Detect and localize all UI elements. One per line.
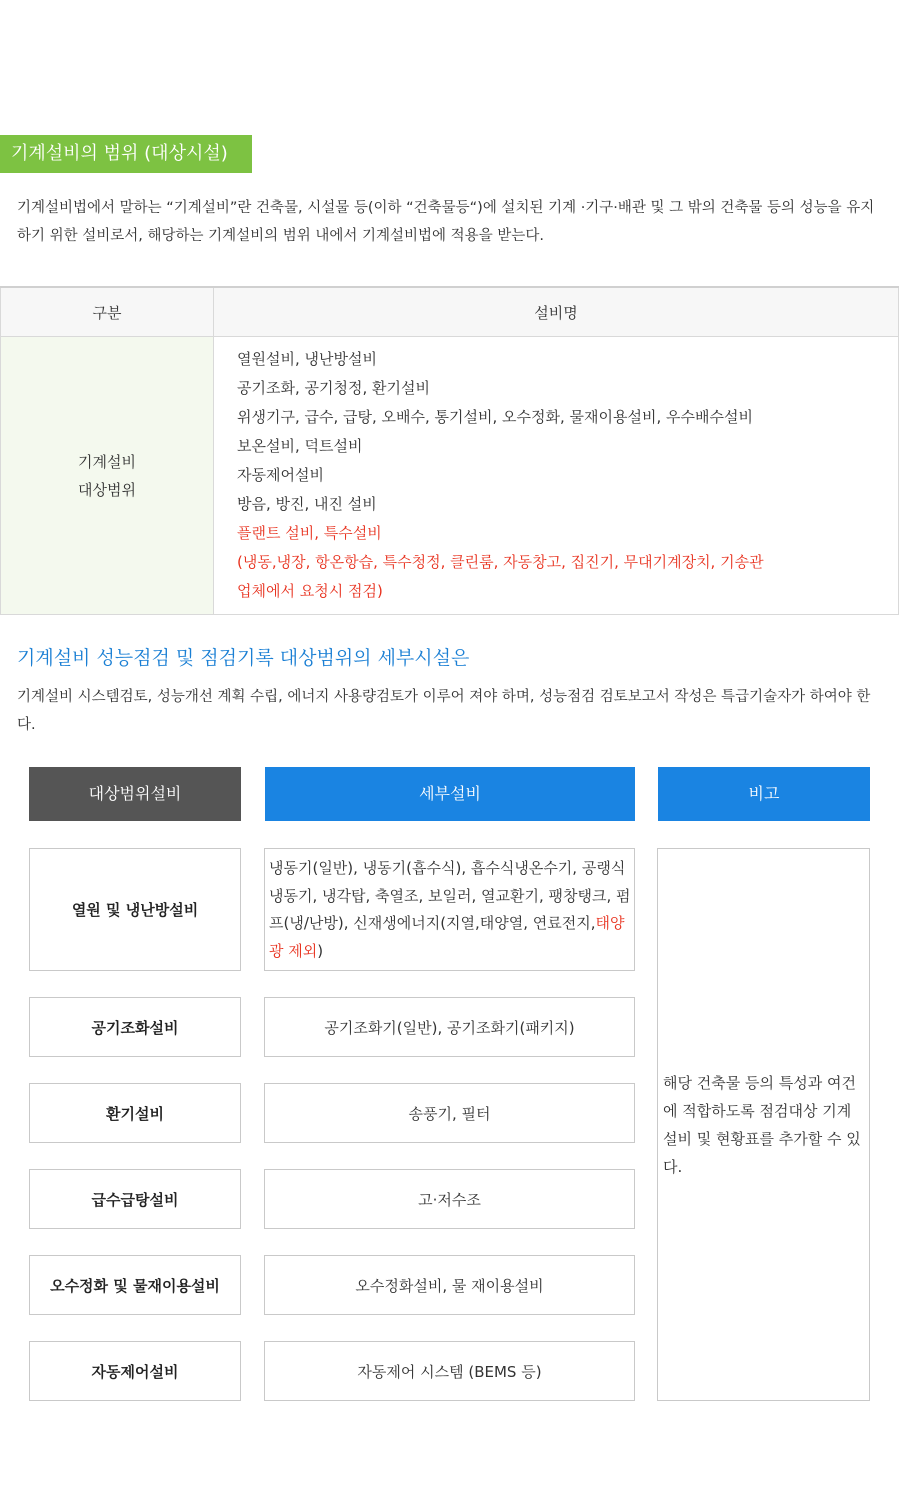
detail-excluded: 태양광 제외	[269, 914, 625, 960]
detail-water-supply: 고·저수조	[264, 1169, 635, 1229]
scope-table-header-row	[1, 287, 899, 337]
category-ventilation: 환기설비	[29, 1083, 241, 1143]
scope-item: 보온설비, 덕트설비	[237, 437, 363, 455]
scope-table-row	[1, 337, 899, 615]
scope-category-line: 대상범위	[78, 480, 136, 499]
scope-table	[0, 286, 899, 615]
header-note: 비고	[658, 767, 870, 821]
scope-item-special: (냉동,냉장, 항온항습, 특수청정, 클린룸, 자동창고, 집진기, 무대기계장치, 기송관	[237, 553, 764, 571]
detail-text: 냉동기(일반), 냉동기(흡수식), 흡수식냉온수기, 공랭식냉동기, 냉각탑, 축열조, 보일러, 열교환기, 팽창탱크, 펌프(냉/난방), 신재생에너지(지열,태양열, 연료전지,	[269, 859, 631, 932]
section1-title: 기계설비의 범위 (대상시설)	[0, 135, 252, 173]
category-heat-source: 열원 및 냉난방설비	[29, 848, 241, 971]
scope-item: 위생기구, 급수, 급탕, 오배수, 통기설비, 오수정화, 물재이용설비, 우수배수설비	[237, 408, 753, 426]
detail-suffix: )	[317, 941, 324, 960]
detail-air-conditioning: 공기조화기(일반), 공기조화기(패키지)	[264, 997, 635, 1057]
scope-item-special: 플랜트 설비, 특수설비	[237, 524, 382, 542]
scope-item-special: 업체에서 요청시 점검)	[237, 582, 383, 600]
note-text: 해당 건축물 등의 특성과 여건에 적합하도록 점검대상 기계설비 및 현황표를 추가할 수 있다.	[663, 1073, 861, 1176]
header-target-equipment: 대상범위설비	[29, 767, 241, 821]
header-equipment-name: 설비명	[214, 287, 899, 337]
section1-intro: 기계설비법에서 말하는 “기계설비”란 건축물, 시설물 등(이하 “건축물등“)에 설치된 기계 ·기구·배관 및 그 밖의 건축물 등의 성능을 유지하기 위한 설비로서, 해당하는 기계설비의 범위 내에서 기계설비법에 적용을 받는다.	[17, 200, 875, 244]
category-air-conditioning: 공기조화설비	[29, 997, 241, 1057]
header-detail-equipment: 세부설비	[265, 767, 635, 821]
header-category: 구분	[1, 287, 214, 337]
detail-heat-source-text	[269, 855, 632, 965]
scope-item: 방음, 방진, 내진 설비	[237, 495, 377, 513]
section2-description: 기계설비 시스템검토, 성능개선 계획 수립, 에너지 사용량검토가 이루어 져야 하며, 성능점검 검토보고서 작성은 특급기술자가 하여야 한다.	[17, 689, 871, 733]
category-sewage-reuse: 오수정화 및 물재이용설비	[29, 1255, 241, 1315]
scope-category-cell	[1, 337, 214, 615]
scope-item: 공기조화, 공기청정, 환기설비	[237, 379, 430, 397]
category-water-supply: 급수급탕설비	[29, 1169, 241, 1229]
detail-automatic-control: 자동제어 시스템 (BEMS 등)	[264, 1341, 635, 1401]
category-automatic-control: 자동제어설비	[29, 1341, 241, 1401]
note-cell	[657, 848, 870, 1401]
scope-category-line: 기계설비	[78, 452, 136, 471]
scope-item: 열원설비, 냉난방설비	[237, 350, 377, 368]
section2-title: 기계설비 성능점검 및 점검기록 대상범위의 세부시설은	[17, 647, 470, 669]
detail-sewage-reuse: 오수정화설비, 물 재이용설비	[264, 1255, 635, 1315]
scope-item: 자동제어설비	[237, 466, 324, 484]
detail-heat-source	[264, 848, 635, 971]
scope-items-list	[237, 345, 898, 606]
scope-items-cell	[214, 337, 899, 615]
detail-ventilation: 송풍기, 필터	[264, 1083, 635, 1143]
